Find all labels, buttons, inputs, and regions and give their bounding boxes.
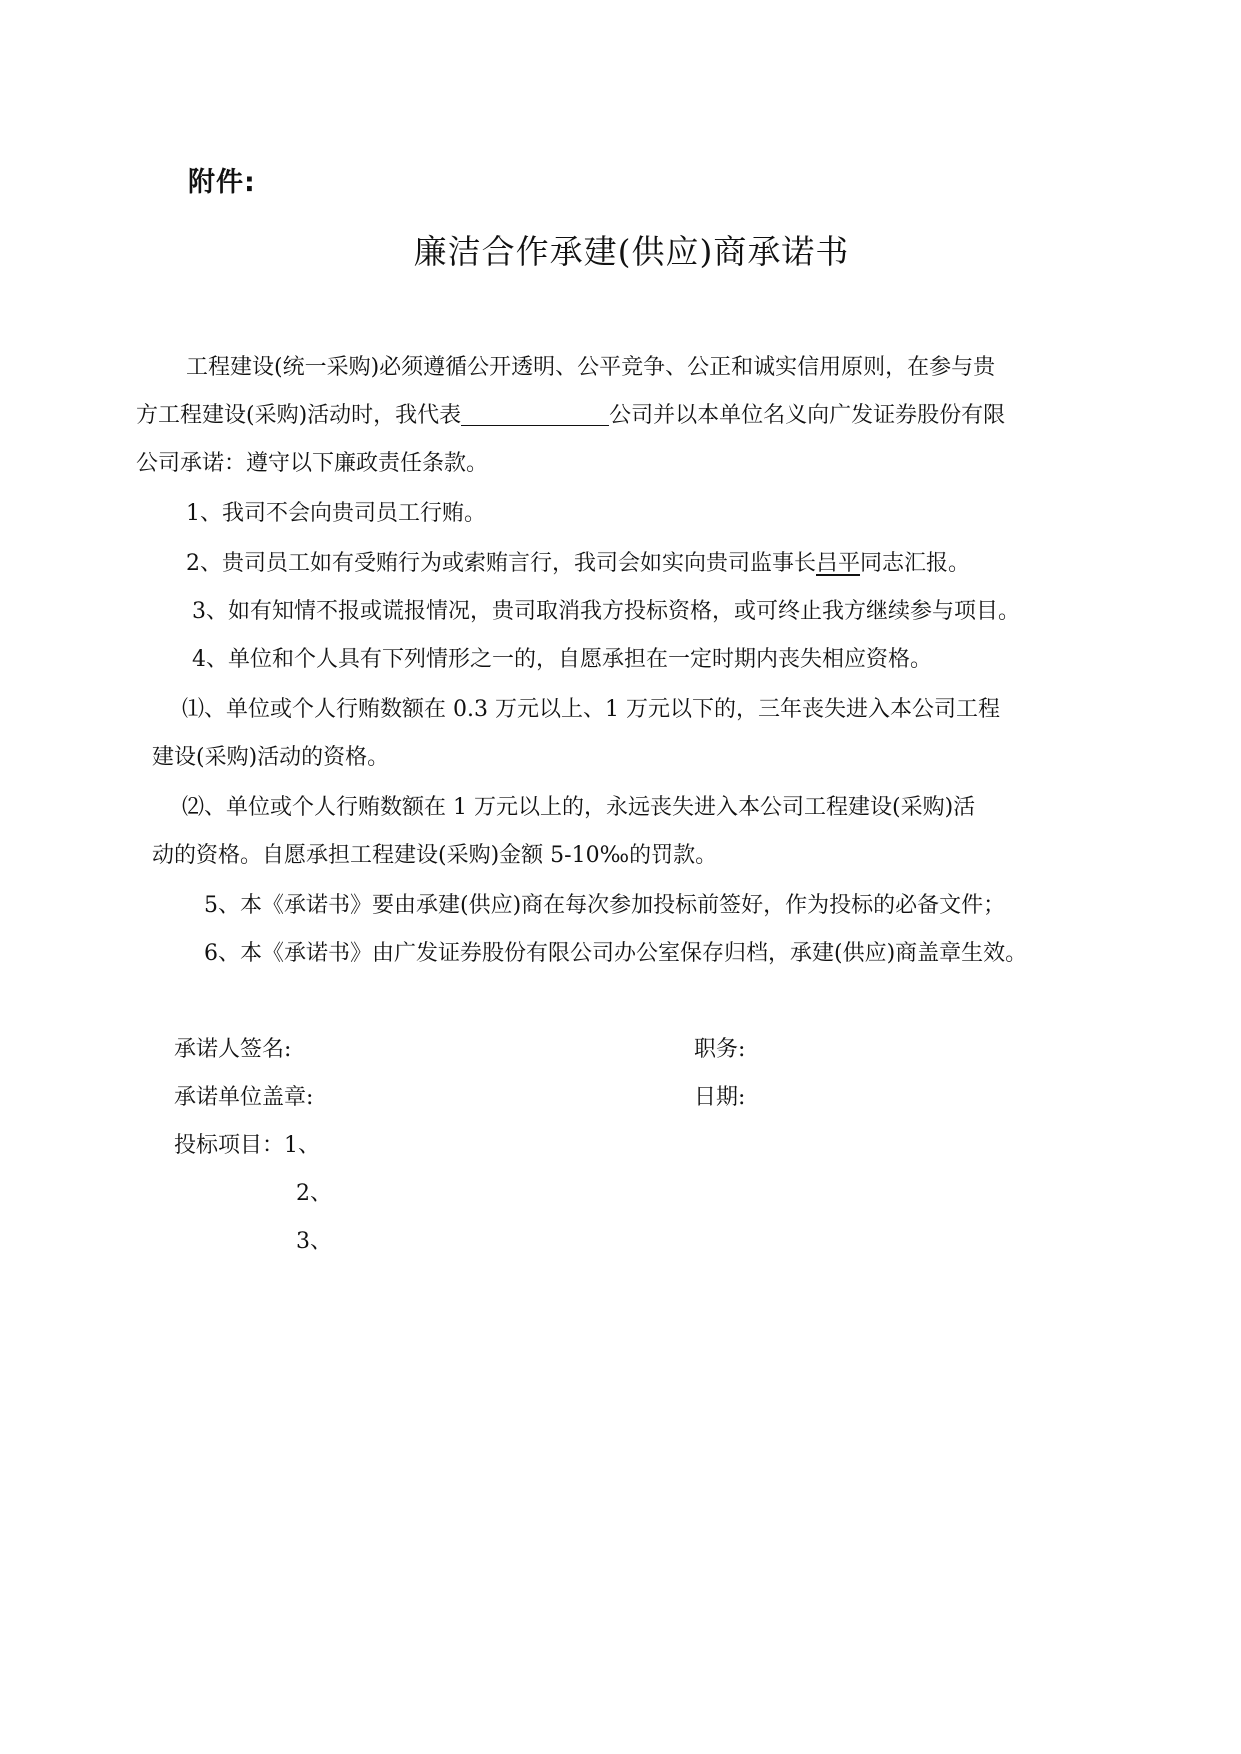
clause-2 (186, 540, 970, 588)
intro-line-2-pre: 方工程建设(采购)活动时，我代表 (136, 403, 462, 428)
company-name-blank[interactable] (461, 403, 609, 426)
clause-6: 6、本《承诺书》由广发证券股份有限公司办公室保存归档，承建(供应)商盖章生效。 (204, 941, 1028, 966)
date-label: 日期: (694, 1085, 746, 1110)
clause-3: 3、如有知情不报或谎报情况，贵司取消我方投标资格，或可终止我方继续参与项目。 (192, 599, 1020, 624)
intro-line-2-post: 公司并以本单位名义向广发证券股份有限 (609, 403, 1006, 428)
subclause-2-line-2: 动的资格。自愿承担工程建设(采购)金额 5-10‰的罚款。 (152, 843, 718, 868)
intro-line-1: 工程建设(统一采购)必须遵循公开透明、公平竞争、公正和诚实信用原则，在参与贵 (186, 355, 996, 380)
clause-2-post: 同志汇报。 (860, 551, 971, 576)
clause-2-pre: 2、贵司员工如有受贿行为或索贿言行，我司会如实向贵司监事长 (186, 551, 816, 576)
subclause-1-line-2: 建设(采购)活动的资格。 (152, 745, 390, 770)
subclause-2-line-1: ⑵、单位或个人行贿数额在 1 万元以上的，永远丧失进入本公司工程建设(采购)活 (182, 795, 976, 820)
document-title: 廉洁合作承建(供应)商承诺书 (413, 232, 850, 271)
project-label (174, 1128, 320, 1159)
supervisor-name: 吕平 (816, 551, 861, 576)
attachment-label: 附件: (188, 167, 256, 198)
intro-line-3: 公司承诺：遵守以下廉政责任条款。 (136, 451, 489, 476)
intro-paragraph (136, 344, 1116, 488)
clause-1: 1、我司不会向贵司员工行贿。 (186, 501, 486, 526)
clause-4: 4、单位和个人具有下列情形之一的，自愿承担在一定时期内丧失相应资格。 (192, 647, 932, 672)
clause-5: 5、本《承诺书》要由承建(供应)商在每次参加投标前签好，作为投标的必备文件； (204, 893, 1006, 918)
subclause-1-line-1: ⑴、单位或个人行贿数额在 0.3 万元以上、1 万元以下的，三年丧失进入本公司工程 (182, 697, 1000, 722)
project-item-2: 2、 (296, 1181, 332, 1206)
signer-label: 承诺人签名: (174, 1037, 292, 1062)
seal-label: 承诺单位盖章: (174, 1085, 314, 1110)
project-label-text: 投标项目： (174, 1133, 285, 1158)
intro-line-2 (136, 392, 1116, 440)
project-item-3: 3、 (296, 1229, 332, 1254)
position-label: 职务: (694, 1037, 746, 1062)
project-item-1: 1、 (284, 1133, 321, 1158)
